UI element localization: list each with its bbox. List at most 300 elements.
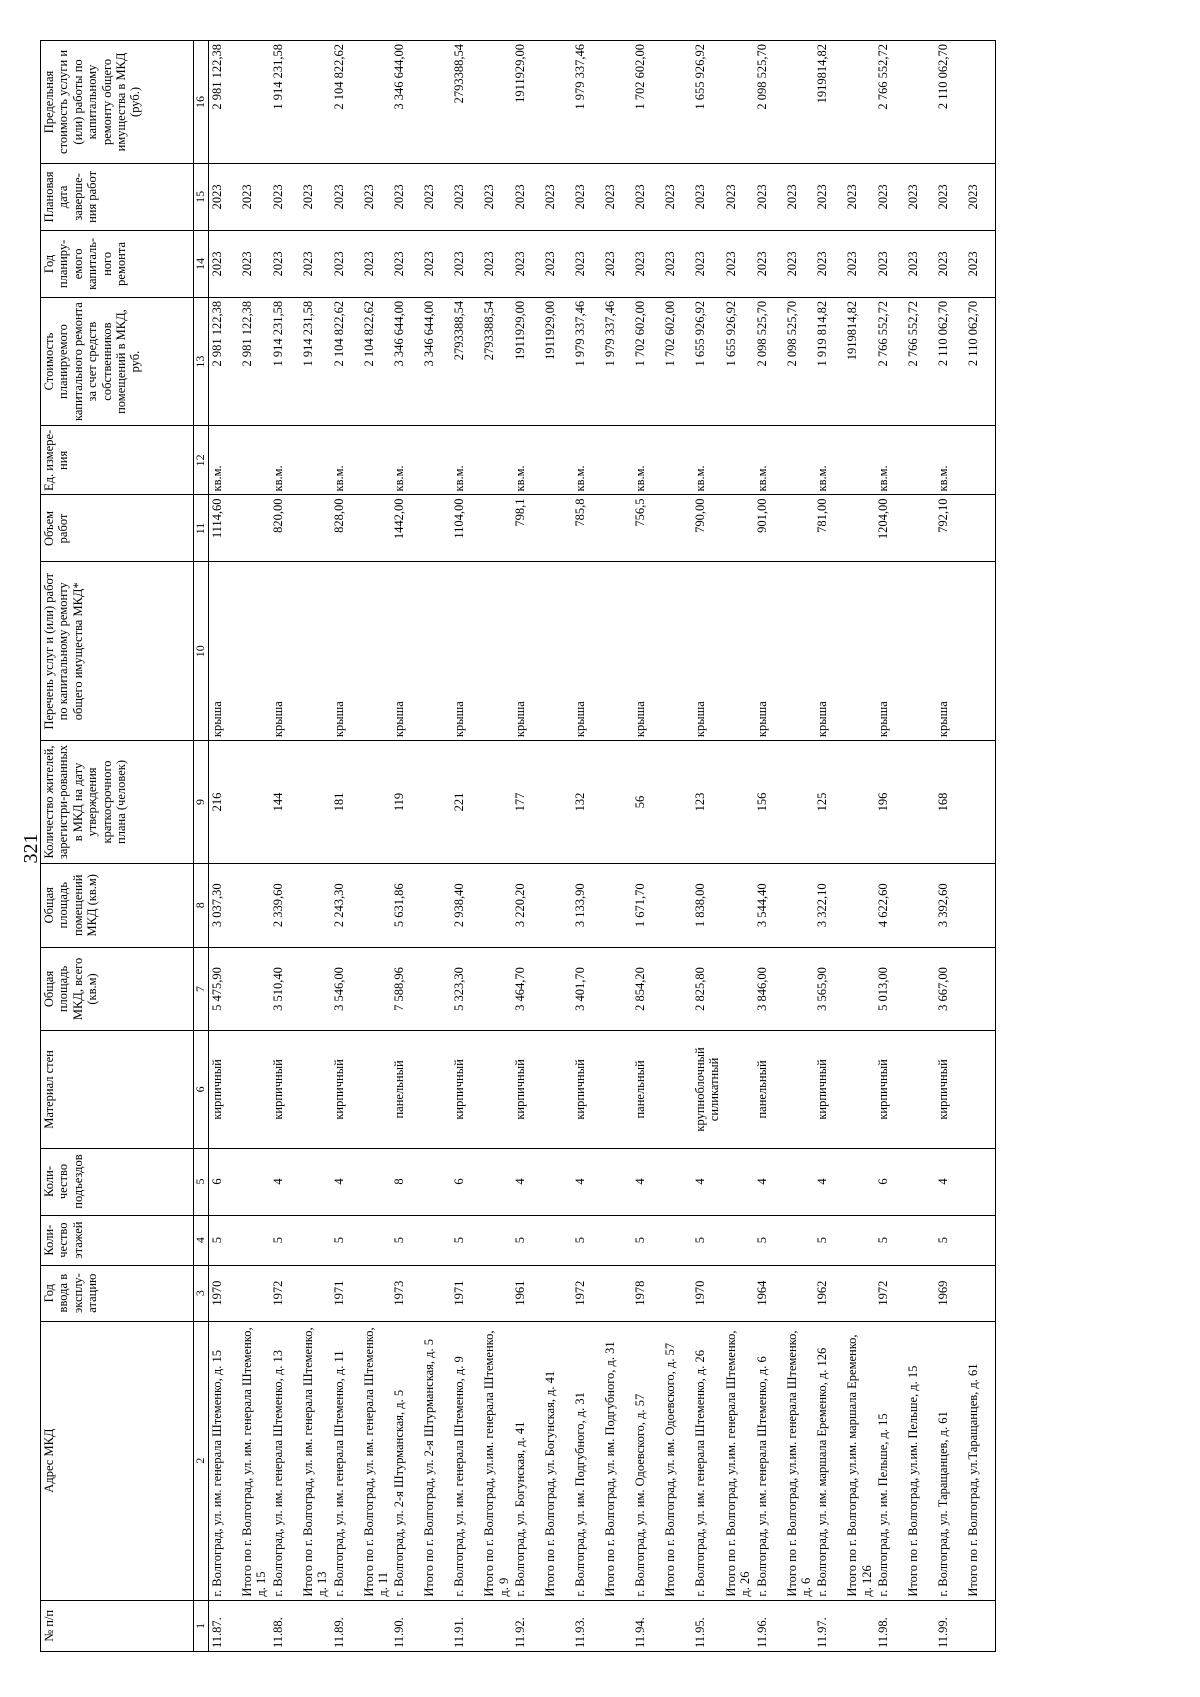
total-row	[905, 41, 935, 1652]
cell-work-volume: 792,10	[935, 495, 965, 562]
cell-wall-material: панельный	[391, 1031, 421, 1148]
cell-floors: 5	[572, 1215, 602, 1265]
cell-floors	[300, 1215, 331, 1265]
cell-address: Итого по г. Волгоград, ул.Таращанцев, д. 61	[965, 1321, 996, 1600]
column-number: 3	[194, 1265, 209, 1321]
column-number-row	[194, 41, 209, 1652]
cell-entrances: 4	[692, 1148, 723, 1215]
cell-work-volume: 756,5	[632, 495, 662, 562]
cell-entrances: 4	[270, 1148, 300, 1215]
cell-planned-year: 2023	[481, 230, 512, 297]
cell-planned-year: 2023	[632, 230, 662, 297]
cell-repair-cost: 1 914 231,58	[270, 297, 300, 425]
cell-wall-material	[239, 1031, 270, 1148]
cell-address: Итого по г. Волгоград, ул.им. Пельше, д. 15	[905, 1321, 935, 1600]
table-row	[935, 41, 965, 1652]
cell-premises-area	[300, 863, 331, 947]
cell-premises-area	[481, 863, 512, 947]
cell-premises-area: 2 243,30	[331, 863, 361, 947]
cell-repair-cost: 1911929,00	[512, 297, 542, 425]
cell-row-number: 11.99.	[935, 1600, 965, 1651]
column-number: 14	[194, 230, 209, 297]
cell-work-type	[361, 562, 392, 741]
cell-completion-date: 2023	[421, 163, 451, 230]
cell-completion-date: 2023	[572, 163, 602, 230]
cell-address: г. Волгоград, ул. им. генерала Штеменко, д. 9	[451, 1321, 481, 1600]
cell-row-number: 11.88.	[270, 1600, 300, 1651]
cell-premises-area: 5 631,86	[391, 863, 421, 947]
cell-wall-material	[905, 1031, 935, 1148]
cell-entrances	[965, 1148, 996, 1215]
cell-residents: 132	[572, 741, 602, 864]
total-row	[300, 41, 331, 1652]
cell-address: г. Волгоград, ул. 2-я Штурманская, д. 5	[391, 1321, 421, 1600]
column-number: 11	[194, 495, 209, 562]
cell-total-area	[421, 947, 451, 1031]
table-row	[512, 41, 542, 1652]
cell-row-number: 11.97.	[814, 1600, 844, 1651]
cell-wall-material: кирпичный	[875, 1031, 905, 1148]
cell-row-number	[784, 1600, 815, 1651]
cell-planned-year: 2023	[209, 230, 240, 297]
cell-planned-year: 2023	[361, 230, 392, 297]
cell-work-type: крыша	[632, 562, 662, 741]
cell-address: Итого по г. Волгоград, ул. 2-я Штурманская, д. 5	[421, 1321, 451, 1600]
cell-cost-limit: 2 110 062,70	[935, 41, 965, 164]
cell-residents	[602, 741, 632, 864]
cell-repair-cost: 2 104 822,62	[331, 297, 361, 425]
cell-wall-material	[784, 1031, 815, 1148]
cell-address: Итого по г. Волгоград, ул. им. Подгубного, д. 31	[602, 1321, 632, 1600]
cell-unit: кв.м.	[632, 426, 662, 495]
cell-repair-cost: 2 110 062,70	[935, 297, 965, 425]
cell-completion-date: 2023	[844, 163, 875, 230]
cell-address: г. Волгоград, ул. им. Пельше, д. 15	[875, 1321, 905, 1600]
cell-planned-year: 2023	[875, 230, 905, 297]
cell-unit	[965, 426, 996, 495]
cell-floors	[784, 1215, 815, 1265]
cell-work-volume	[662, 495, 692, 562]
cell-wall-material: кирпичный	[512, 1031, 542, 1148]
cell-wall-material: кирпичный	[270, 1031, 300, 1148]
total-row	[421, 41, 451, 1652]
cell-planned-year: 2023	[421, 230, 451, 297]
cell-wall-material: крупноблочный силикатный	[692, 1031, 723, 1148]
cell-wall-material	[481, 1031, 512, 1148]
cell-work-volume: 828,00	[331, 495, 361, 562]
cell-cost-limit	[662, 41, 692, 164]
cell-premises-area	[723, 863, 754, 947]
cell-planned-year: 2023	[662, 230, 692, 297]
cell-row-number	[542, 1600, 572, 1651]
cell-cost-limit: 1919814,82	[814, 41, 844, 164]
cell-completion-date: 2023	[451, 163, 481, 230]
total-row	[965, 41, 996, 1652]
cell-row-number	[361, 1600, 392, 1651]
cell-residents	[723, 741, 754, 864]
cell-work-type	[421, 562, 451, 741]
cell-year-built: 1969	[935, 1265, 965, 1321]
cell-address: Итого по г. Волгоград, ул.им. генерала Штеменко, д. 26	[723, 1321, 754, 1600]
cell-floors	[421, 1215, 451, 1265]
cell-floors	[662, 1215, 692, 1265]
cell-completion-date: 2023	[875, 163, 905, 230]
column-header: Количество жителей, зарегистри-рованных в МКД на дату утверждения краткосрочного плана (человек)	[41, 741, 194, 864]
cell-completion-date: 2023	[300, 163, 331, 230]
cell-planned-year: 2023	[602, 230, 632, 297]
cell-unit	[723, 426, 754, 495]
cell-year-built: 1971	[451, 1265, 481, 1321]
cell-residents: 168	[935, 741, 965, 864]
cell-premises-area: 1 671,70	[632, 863, 662, 947]
cell-row-number: 11.91.	[451, 1600, 481, 1651]
cell-year-built	[481, 1265, 512, 1321]
cell-repair-cost: 1 655 926,92	[723, 297, 754, 425]
cell-cost-limit: 1 979 337,46	[572, 41, 602, 164]
cell-work-type	[239, 562, 270, 741]
table-row	[331, 41, 361, 1652]
cell-completion-date: 2023	[692, 163, 723, 230]
cell-repair-cost: 1 702 602,00	[632, 297, 662, 425]
cell-planned-year: 2023	[300, 230, 331, 297]
cell-wall-material	[602, 1031, 632, 1148]
cell-total-area: 3 510,40	[270, 947, 300, 1031]
cell-planned-year: 2023	[692, 230, 723, 297]
table-body	[209, 41, 996, 1652]
cell-row-number	[723, 1600, 754, 1651]
cell-year-built: 1970	[209, 1265, 240, 1321]
cell-address: Итого по г. Волгоград, ул.им. маршала Еременко, д. 126	[844, 1321, 875, 1600]
cell-total-area	[602, 947, 632, 1031]
cell-address: г. Волгоград, ул. им. генерала Штеменко, д. 11	[331, 1321, 361, 1600]
column-number: 5	[194, 1148, 209, 1215]
cell-address: Итого по г. Волгоград, ул.им. генерала Штеменко, д. 6	[784, 1321, 815, 1600]
cell-unit	[361, 426, 392, 495]
cell-work-volume	[965, 495, 996, 562]
cell-work-volume	[361, 495, 392, 562]
cell-total-area: 7 588,96	[391, 947, 421, 1031]
cell-entrances: 6	[209, 1148, 240, 1215]
cell-entrances: 4	[935, 1148, 965, 1215]
cell-unit	[421, 426, 451, 495]
cell-unit: кв.м.	[331, 426, 361, 495]
cell-work-type	[300, 562, 331, 741]
cell-unit	[542, 426, 572, 495]
header-row	[41, 41, 194, 1652]
column-number: 15	[194, 163, 209, 230]
cell-year-built: 1972	[270, 1265, 300, 1321]
cell-total-area: 5 323,30	[451, 947, 481, 1031]
cell-address: г. Волгоград, ул. Богунская, д. 41	[512, 1321, 542, 1600]
cell-floors	[844, 1215, 875, 1265]
cell-work-type	[723, 562, 754, 741]
total-row	[844, 41, 875, 1652]
cell-total-area	[481, 947, 512, 1031]
table-row	[692, 41, 723, 1652]
column-number: 4	[194, 1215, 209, 1265]
column-header: Стоимость планируемого капитального ремонта за счет средств собственников помещений в МКД, руб.	[41, 297, 194, 425]
cell-premises-area	[905, 863, 935, 947]
cell-completion-date: 2023	[512, 163, 542, 230]
cell-residents: 181	[331, 741, 361, 864]
cell-residents: 196	[875, 741, 905, 864]
cell-wall-material	[361, 1031, 392, 1148]
cell-entrances	[602, 1148, 632, 1215]
cell-repair-cost: 2 981 122,38	[209, 297, 240, 425]
cell-entrances: 4	[331, 1148, 361, 1215]
column-number: 6	[194, 1031, 209, 1148]
cell-unit: кв.м.	[572, 426, 602, 495]
cell-unit: кв.м.	[391, 426, 421, 495]
cell-work-type	[905, 562, 935, 741]
cell-total-area	[723, 947, 754, 1031]
column-number: 10	[194, 562, 209, 741]
cell-work-volume: 798,1	[512, 495, 542, 562]
cell-work-volume: 1204,00	[875, 495, 905, 562]
cell-entrances: 4	[512, 1148, 542, 1215]
cell-work-type: крыша	[754, 562, 784, 741]
cell-floors: 5	[512, 1215, 542, 1265]
cell-repair-cost: 2 981 122,38	[239, 297, 270, 425]
cell-work-volume: 781,00	[814, 495, 844, 562]
cell-premises-area: 3 544,40	[754, 863, 784, 947]
cell-cost-limit	[965, 41, 996, 164]
cell-floors: 5	[270, 1215, 300, 1265]
cell-repair-cost: 1 919 814,82	[814, 297, 844, 425]
cell-work-type: крыша	[391, 562, 421, 741]
cell-unit: кв.м.	[512, 426, 542, 495]
cell-residents	[481, 741, 512, 864]
cell-premises-area	[784, 863, 815, 947]
cell-entrances	[662, 1148, 692, 1215]
cell-year-built	[723, 1265, 754, 1321]
cell-total-area: 3 464,70	[512, 947, 542, 1031]
cell-wall-material: кирпичный	[935, 1031, 965, 1148]
cell-wall-material	[965, 1031, 996, 1148]
table-row	[391, 41, 421, 1652]
cell-wall-material	[300, 1031, 331, 1148]
cell-work-type: крыша	[209, 562, 240, 741]
cell-completion-date: 2023	[542, 163, 572, 230]
cell-repair-cost: 2 098 525,70	[754, 297, 784, 425]
cell-premises-area: 1 838,00	[692, 863, 723, 947]
cell-total-area: 2 825,80	[692, 947, 723, 1031]
cell-repair-cost: 2793388,54	[451, 297, 481, 425]
cell-row-number	[662, 1600, 692, 1651]
cell-entrances	[421, 1148, 451, 1215]
cell-floors	[542, 1215, 572, 1265]
cell-completion-date: 2023	[965, 163, 996, 230]
cell-year-built	[542, 1265, 572, 1321]
cell-repair-cost: 2 766 552,72	[905, 297, 935, 425]
cell-residents: 177	[512, 741, 542, 864]
cell-repair-cost: 1919814,82	[844, 297, 875, 425]
cell-year-built: 1972	[875, 1265, 905, 1321]
cell-address: Итого по г. Волгоград, ул. им. генерала Штеменко, д. 15	[239, 1321, 270, 1600]
cell-entrances	[784, 1148, 815, 1215]
cell-work-volume	[300, 495, 331, 562]
cell-entrances	[542, 1148, 572, 1215]
cell-work-type: крыша	[451, 562, 481, 741]
cell-entrances: 4	[754, 1148, 784, 1215]
cell-premises-area: 3 392,60	[935, 863, 965, 947]
cell-work-volume	[905, 495, 935, 562]
cell-work-type: крыша	[875, 562, 905, 741]
cell-total-area: 3 565,90	[814, 947, 844, 1031]
cell-cost-limit	[361, 41, 392, 164]
cell-cost-limit: 1 655 926,92	[692, 41, 723, 164]
cell-floors: 5	[875, 1215, 905, 1265]
cell-work-volume: 901,00	[754, 495, 784, 562]
cell-entrances	[723, 1148, 754, 1215]
cell-unit: кв.м.	[754, 426, 784, 495]
table-row	[754, 41, 784, 1652]
cell-premises-area	[602, 863, 632, 947]
cell-year-built	[905, 1265, 935, 1321]
cell-total-area	[300, 947, 331, 1031]
cell-completion-date: 2023	[361, 163, 392, 230]
table-row	[209, 41, 240, 1652]
table-row	[451, 41, 481, 1652]
cell-floors	[239, 1215, 270, 1265]
total-row	[542, 41, 572, 1652]
cell-planned-year: 2023	[451, 230, 481, 297]
cell-unit: кв.м.	[270, 426, 300, 495]
cell-work-type: крыша	[814, 562, 844, 741]
cell-row-number	[602, 1600, 632, 1651]
cell-cost-limit: 2 098 525,70	[754, 41, 784, 164]
column-number: 16	[194, 41, 209, 164]
cell-row-number	[239, 1600, 270, 1651]
cell-work-type	[662, 562, 692, 741]
cell-floors	[481, 1215, 512, 1265]
cell-residents	[784, 741, 815, 864]
cell-year-built: 1970	[692, 1265, 723, 1321]
cell-address: г. Волгоград, ул. им. генерала Штеменко, д. 15	[209, 1321, 240, 1600]
cell-planned-year: 2023	[391, 230, 421, 297]
cell-work-volume	[844, 495, 875, 562]
cell-wall-material: кирпичный	[209, 1031, 240, 1148]
cell-cost-limit: 2 981 122,38	[209, 41, 240, 164]
cell-work-type: крыша	[270, 562, 300, 741]
cell-year-built: 1971	[331, 1265, 361, 1321]
cell-completion-date: 2023	[632, 163, 662, 230]
cell-work-volume: 790,00	[692, 495, 723, 562]
cell-completion-date: 2023	[270, 163, 300, 230]
cell-entrances	[905, 1148, 935, 1215]
cell-address: Итого по г. Волгоград, ул. им. генерала Штеменко, д. 13	[300, 1321, 331, 1600]
cell-residents	[361, 741, 392, 864]
cell-planned-year: 2023	[239, 230, 270, 297]
cell-wall-material: кирпичный	[572, 1031, 602, 1148]
cell-work-type	[965, 562, 996, 741]
cell-total-area: 3 546,00	[331, 947, 361, 1031]
cell-unit	[784, 426, 815, 495]
column-header: Объем работ	[41, 495, 194, 562]
cell-premises-area	[239, 863, 270, 947]
cell-floors	[723, 1215, 754, 1265]
cell-completion-date: 2023	[662, 163, 692, 230]
cell-premises-area: 3 322,10	[814, 863, 844, 947]
cell-work-volume	[239, 495, 270, 562]
cell-premises-area: 3 133,90	[572, 863, 602, 947]
cell-premises-area: 3 220,20	[512, 863, 542, 947]
total-row	[784, 41, 815, 1652]
column-header: Коли-чество этажей	[41, 1215, 194, 1265]
cell-premises-area: 2 938,40	[451, 863, 481, 947]
cell-repair-cost: 2 766 552,72	[875, 297, 905, 425]
cell-row-number: 11.92.	[512, 1600, 542, 1651]
cell-row-number: 11.95.	[692, 1600, 723, 1651]
cell-work-type	[542, 562, 572, 741]
cell-completion-date: 2023	[754, 163, 784, 230]
total-row	[481, 41, 512, 1652]
cell-cost-limit: 2 104 822,62	[331, 41, 361, 164]
cell-row-number	[905, 1600, 935, 1651]
cell-row-number: 11.93.	[572, 1600, 602, 1651]
cell-cost-limit: 1 914 231,58	[270, 41, 300, 164]
cell-completion-date: 2023	[814, 163, 844, 230]
cell-repair-cost: 2 110 062,70	[965, 297, 996, 425]
cell-floors: 5	[754, 1215, 784, 1265]
cell-completion-date: 2023	[331, 163, 361, 230]
cell-wall-material	[421, 1031, 451, 1148]
cell-floors: 5	[331, 1215, 361, 1265]
cell-total-area	[239, 947, 270, 1031]
cell-floors: 5	[451, 1215, 481, 1265]
cell-planned-year: 2023	[723, 230, 754, 297]
cell-planned-year: 2023	[331, 230, 361, 297]
cell-total-area	[542, 947, 572, 1031]
cell-work-type	[844, 562, 875, 741]
cell-floors: 5	[209, 1215, 240, 1265]
cell-entrances: 4	[814, 1148, 844, 1215]
cell-completion-date: 2023	[602, 163, 632, 230]
cell-cost-limit	[421, 41, 451, 164]
column-number: 7	[194, 947, 209, 1031]
cell-year-built	[361, 1265, 392, 1321]
cell-residents: 56	[632, 741, 662, 864]
cell-repair-cost: 2793388,54	[481, 297, 512, 425]
cell-work-type	[602, 562, 632, 741]
cell-work-volume: 1114,60	[209, 495, 240, 562]
cell-completion-date: 2023	[391, 163, 421, 230]
column-header: Общая площадь МКД, всего (кв.м)	[41, 947, 194, 1031]
cell-premises-area	[965, 863, 996, 947]
cell-repair-cost: 2 098 525,70	[784, 297, 815, 425]
cell-completion-date: 2023	[481, 163, 512, 230]
cell-cost-limit	[542, 41, 572, 164]
cell-wall-material: кирпичный	[814, 1031, 844, 1148]
cell-residents: 221	[451, 741, 481, 864]
cell-work-volume	[602, 495, 632, 562]
cell-total-area	[844, 947, 875, 1031]
cell-work-type	[481, 562, 512, 741]
cell-wall-material: кирпичный	[331, 1031, 361, 1148]
cell-planned-year: 2023	[542, 230, 572, 297]
column-header: № п/п	[41, 1600, 194, 1651]
cell-work-volume	[481, 495, 512, 562]
column-number: 9	[194, 741, 209, 864]
cell-entrances	[239, 1148, 270, 1215]
total-row	[361, 41, 392, 1652]
cell-repair-cost: 1911929,00	[542, 297, 572, 425]
cell-address: Итого по г. Волгоград, ул. Богунская, д. 41	[542, 1321, 572, 1600]
cell-cost-limit	[481, 41, 512, 164]
column-header: Общая площадь помещений МКД (кв.м)	[41, 863, 194, 947]
cell-work-volume	[723, 495, 754, 562]
cell-premises-area	[662, 863, 692, 947]
